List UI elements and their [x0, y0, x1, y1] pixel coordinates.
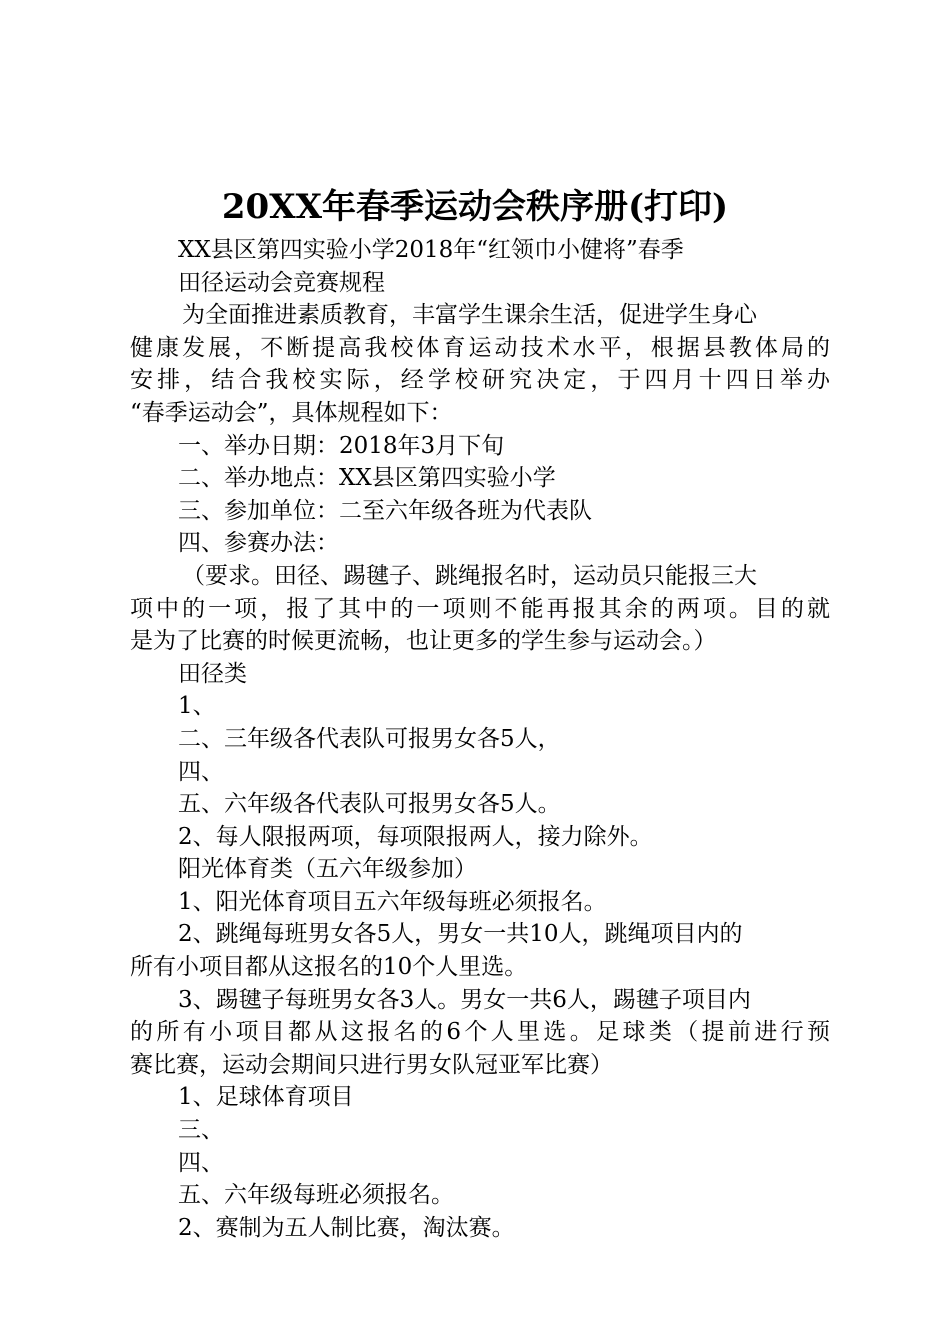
paragraph-line: “春季运动会”，具体规程如下：: [130, 399, 453, 426]
paragraph-line: 3、踢毽子每班男女各3人。男女一共6人，踢毽子项目内: [178, 986, 751, 1013]
paragraph-line: 二、举办地点：XX县区第四实验小学: [178, 465, 556, 492]
paragraph-line: 四、: [178, 1149, 224, 1176]
paragraph-line: 田径类: [178, 660, 247, 687]
paragraph-line: 赛比赛，运动会期间只进行男女队冠亚军比赛）: [130, 1051, 613, 1078]
paragraph-line: 田径运动会竞赛规程: [178, 269, 385, 296]
paragraph-line: 健康发展，不断提高我校体育运动技术水平，根据县教体局的: [130, 334, 830, 361]
paragraph-line: 一、举办日期：2018年3月下旬: [178, 432, 505, 459]
paragraph-line: （要求。田径、踢毽子、跳绳报名时，运动员只能报三大: [182, 562, 757, 589]
paragraph-line: 的所有小项目都从这报名的6个人里选。足球类（提前进行预: [130, 1019, 830, 1046]
paragraph-line: 2、跳绳每班男女各5人，男女一共10人，跳绳项目内的: [178, 921, 743, 948]
paragraph-line: 五、六年级各代表队可报男女各5人。: [178, 791, 561, 818]
paragraph-line: 1、足球体育项目: [178, 1084, 354, 1111]
paragraph-line: 项中的一项，报了其中的一项则不能再报其余的两项。目的就: [130, 595, 830, 622]
paragraph-line: 三、参加单位：二至六年级各班为代表队: [178, 497, 592, 524]
paragraph-line: XX县区第四实验小学2018年“红领巾小健将”春季: [178, 237, 684, 263]
paragraph-line: 2、赛制为五人制比赛，淘汰赛。: [178, 1214, 515, 1241]
paragraph-line: 二、三年级各代表队可报男女各5人，: [178, 725, 561, 752]
document-title: 20XX年春季运动会秩序册(打印): [221, 187, 729, 227]
paragraph-line: 为全面推进素质教育，丰富学生课余生活，促进学生身心: [182, 302, 757, 329]
paragraph-line: 所有小项目都从这报名的10个人里选。: [130, 954, 528, 981]
paragraph-line: 安排，结合我校实际，经学校研究决定，于四月十四日举办: [130, 367, 830, 394]
paragraph-line: 1、: [178, 693, 216, 720]
paragraph-line: 四、: [178, 758, 224, 785]
document-body: [130, 234, 830, 1244]
paragraph-line: 五、六年级每班必须报名。: [178, 1182, 454, 1209]
paragraph-line: 三、: [178, 1117, 224, 1144]
paragraph-line: 四、参赛办法：: [178, 530, 339, 557]
paragraph-line: 是为了比赛的时候更流畅，也让更多的学生参与运动会。）: [130, 628, 717, 655]
paragraph-line: 阳光体育类（五六年级参加）: [178, 856, 477, 883]
paragraph-line: 1、阳光体育项目五六年级每班必须报名。: [178, 888, 607, 915]
paragraph-line: 2、每人限报两项，每项限报两人，接力除外。: [178, 823, 653, 850]
